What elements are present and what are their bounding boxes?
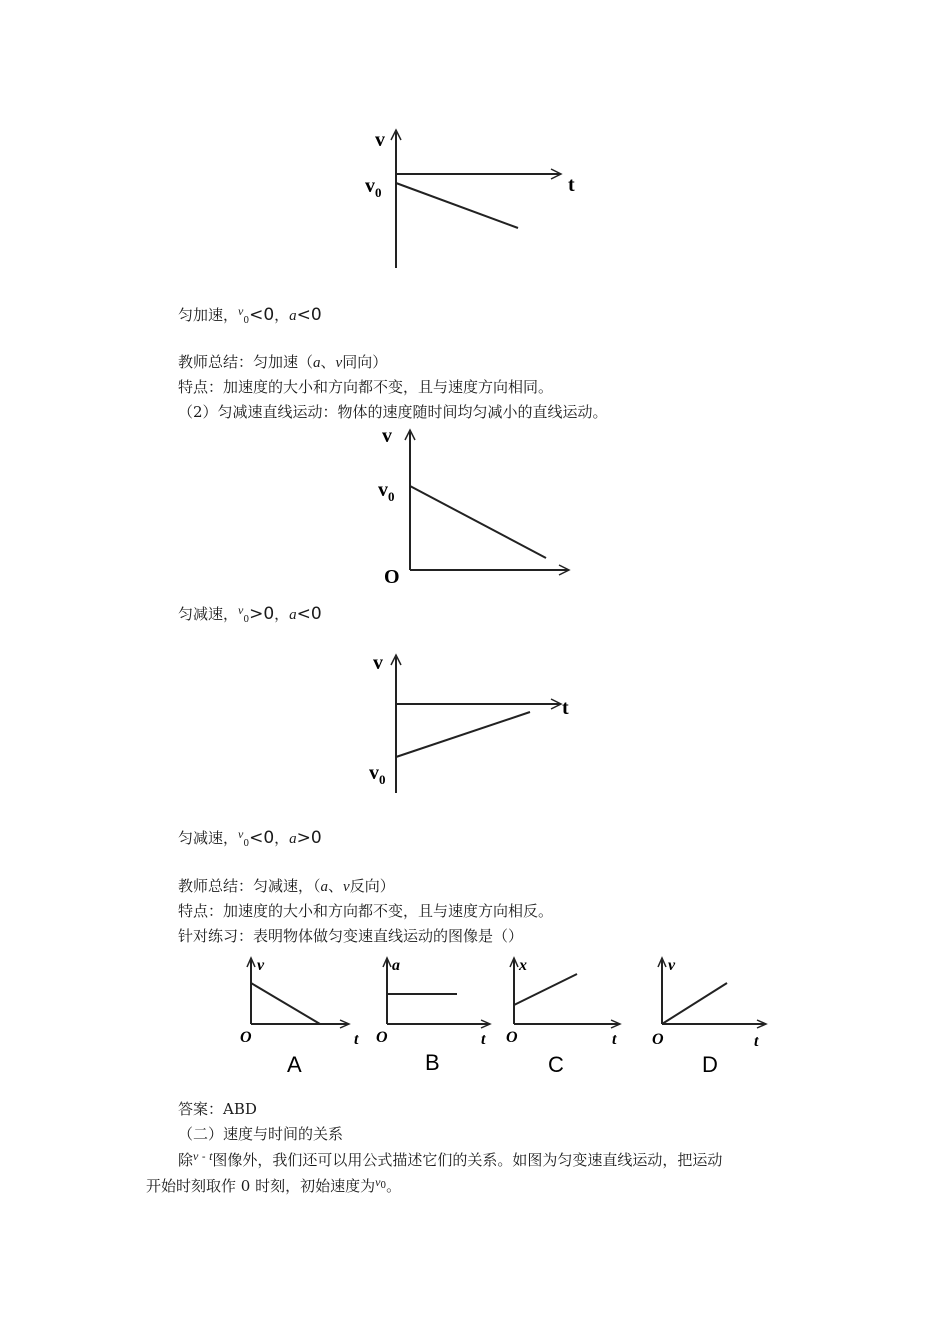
- option-a-line: [251, 983, 320, 1024]
- option-a-graph: [240, 957, 359, 1077]
- option-b-letter: B: [425, 1050, 440, 1075]
- option-a-y-label: v: [257, 957, 265, 974]
- caption-2: 匀减速，$^v_0$>0，a<0: [178, 603, 322, 625]
- velocity-line: [410, 486, 546, 558]
- option-b-origin: O: [376, 1029, 388, 1046]
- v0-label: $v_0$: [365, 175, 382, 200]
- y-axis-label: v: [373, 652, 383, 674]
- option-graphs: [230, 950, 770, 1080]
- paragraph-line-2: 开始时刻取作 0 时刻，初始速度为$^{v0}$。: [146, 1175, 402, 1195]
- y-axis-label: v: [375, 129, 385, 151]
- v0-label: $v_0$: [369, 762, 386, 787]
- option-a-letter: A: [287, 1052, 302, 1077]
- option-d-origin: O: [652, 1031, 664, 1048]
- option-c-line: [514, 974, 577, 1005]
- option-d-letter: D: [702, 1052, 718, 1077]
- caption-3: 匀减速，$^v_0$<0，a>0: [178, 827, 322, 849]
- y-axis-label: v: [382, 425, 392, 447]
- paragraph-line-1: 除$^v$ - $^t$图像外，我们还可以用公式描述它们的关系。如图为匀变速直线运动，把运动: [178, 1149, 723, 1169]
- section-title: （二）速度与时间的关系: [178, 1125, 344, 1143]
- option-c-x-label: t: [612, 1031, 617, 1048]
- option-b-x-label: t: [481, 1031, 486, 1048]
- option-c-origin: O: [506, 1029, 518, 1046]
- v0-label: $v_0$: [378, 479, 395, 504]
- option-b-graph: [376, 957, 490, 1075]
- velocity-line: [396, 183, 518, 228]
- feature-2: 特点：加速度的大小和方向都不变，且与速度方向相反。: [178, 902, 554, 920]
- origin-label: O: [384, 566, 400, 588]
- exercise-prompt: 针对练习：表明物体做匀变速直线运动的图像是（）: [178, 927, 524, 945]
- section-2-heading: （2）匀减速直线运动：物体的速度随时间均匀减小的直线运动。: [178, 403, 608, 421]
- option-d-y-label: v: [668, 957, 676, 974]
- option-c-graph: [506, 957, 620, 1077]
- caption-1: 匀加速，$^v_0$<0，a<0: [178, 304, 322, 326]
- option-a-x-label: t: [354, 1031, 359, 1048]
- graph-uniform-decel-negative: [355, 645, 595, 800]
- summary-2: 教师总结：匀减速，（a、v反向）: [178, 877, 395, 895]
- option-c-y-label: x: [519, 957, 527, 974]
- x-axis-label: t: [562, 697, 569, 719]
- graph-uniform-decel: [370, 420, 580, 590]
- option-d-x-label: t: [754, 1033, 759, 1050]
- option-b-y-label: a: [392, 957, 400, 974]
- graph-uniform-accel-negative: [355, 120, 595, 280]
- velocity-line: [396, 712, 530, 757]
- option-a-origin: O: [240, 1029, 252, 1046]
- feature-1: 特点：加速度的大小和方向都不变，且与速度方向相同。: [178, 378, 554, 396]
- x-axis-label: t: [568, 174, 575, 196]
- option-c-letter: C: [548, 1052, 564, 1077]
- option-d-graph: [652, 957, 766, 1077]
- summary-1: 教师总结：匀加速（a、v同向）: [178, 353, 388, 371]
- answer: 答案：ABD: [178, 1100, 257, 1118]
- option-d-line: [662, 983, 727, 1024]
